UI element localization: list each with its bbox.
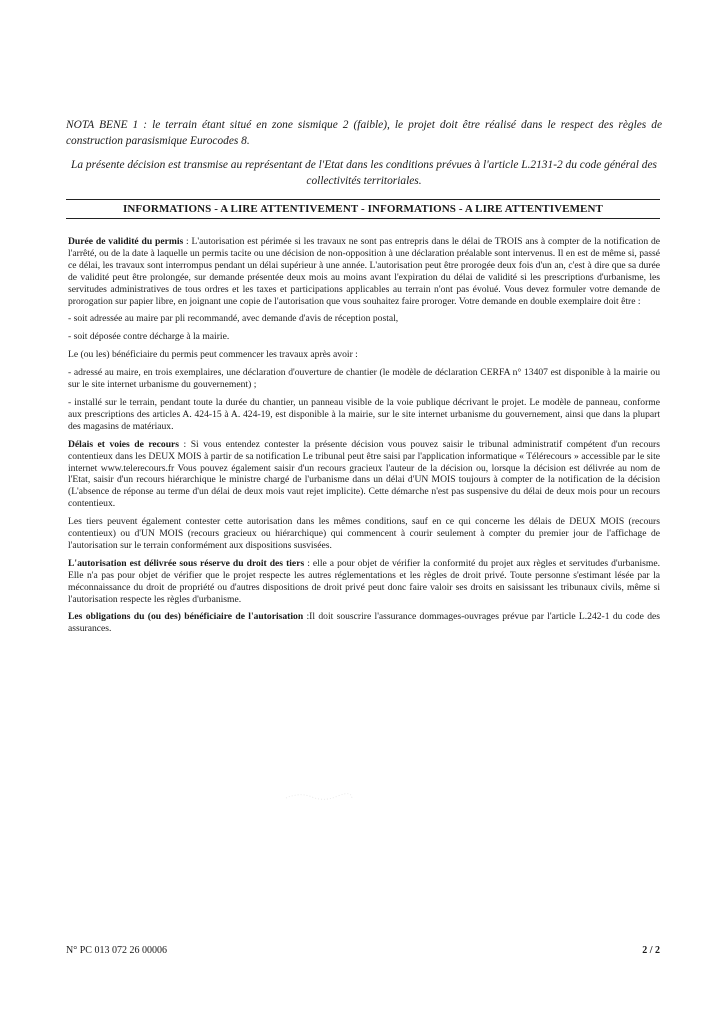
beneficiaire-paragraph: Le (ou les) bénéficiaire du permis peut commencer les travaux après avoir : <box>68 349 358 361</box>
item-deposee: - soit déposée contre décharge à la mairie. <box>68 331 230 343</box>
banner-top-rule <box>66 199 660 200</box>
delais-paragraph <box>68 439 660 510</box>
tiers-paragraph: Les tiers peuvent également contester cette autorisation dans les mêmes conditions, sauf en ce qui concerne les délais de DEUX MOIS (recours contentieux) ou d'UN MOIS (recours gracieux ou hiérarchique) qui commencent à courir seulement à compter du premier jour de l'affichage de l'autorisation sur le terrain conformément aux dispositions susvisées. <box>68 516 660 551</box>
obligations-paragraph <box>68 611 660 635</box>
reserve-text: : elle a pour objet de vérifier la conformité du projet aux règles et servitudes d'urbanisme. Elle n'a pas pour objet de vérifier que le projet respecte les autres réglementations et les règles de droit privé. Toute personne s'estimant lésée par la méconnaissance du droit de propriété ou d'autres dispositions de droit privé peut donc faire valoir ses droits en saisissant les tribunaux civils, même si l'autorisation respecte les règles d'urbanisme. <box>68 557 660 605</box>
banner-bottom-rule <box>66 218 660 219</box>
item-declaration: - adressé au maire, en trois exemplaires, une déclaration d'ouverture de chantier (le modèle de déclaration CERFA n° 13407 est disponible à la mairie ou sur le site internet urbanisme du gouvernement) ; <box>68 367 660 391</box>
information-section <box>68 236 660 641</box>
scan-smudge <box>282 788 354 804</box>
transmission-note: La présente décision est transmise au représentant de l'Etat dans les conditions prévues à l'article L.2131-2 du code général des collectivités territoriales. <box>71 159 657 187</box>
obligations-title: Les obligations du (ou des) bénéficiaire de l'autorisation <box>68 611 304 623</box>
permit-reference: N° PC 013 072 26 00006 <box>66 945 167 956</box>
obligations-text: :Il doit souscrire l'assurance dommages-ouvrages prévue par l'article L.242-1 du code des assurances. <box>68 611 660 635</box>
reserve-paragraph <box>68 558 660 606</box>
delais-title: Délais et voies de recours <box>68 438 180 450</box>
nota-bene-note: NOTA BENE 1 : le terrain étant situé en zone sismique 2 (faible), le projet doit être réalisé dans le respect des règles de construction parasismique Eurocodes 8. <box>66 119 662 147</box>
reserve-title: L'autorisation est délivrée sous réserve du droit des tiers <box>68 557 305 569</box>
item-panneau: - installé sur le terrain, pendant toute la durée du chantier, un panneau visible de la voie publique décrivant le projet. Le modèle de panneau, conforme aux prescriptions des articles A. 424-15 à A. 424-19, est disponible à la mairie, sur le site internet urbanisme du gouvernement, ainsi que dans la plupart des magasins de matériaux. <box>68 396 660 432</box>
item-adressee: - soit adressée au maire par pli recommandé, avec demande d'avis de réception postal, <box>68 313 399 325</box>
page-number: 2 / 2 <box>642 945 660 956</box>
validite-title: Durée de validité du permis <box>68 236 184 247</box>
validite-text: : L'autorisation est périmée si les travaux ne sont pas entrepris dans le délai de TROIS ans à compter de la notification de l'arrêté, ou de la date à laquelle un permis tacite ou une décision de non-opposition à une déclaration préalable sont intervenus. Il en est de même si, passé ce délai, les travaux sont interrompus pendant un délai supérieur à une année. L'autorisation peut être prorogée deux fois d'un an, c'est à dire que sa durée de validité peut être prolongée, sur demande présentée deux mois au moins avant l'expiration du délai de validité si les prescriptions d'urbanisme, les servitudes administratives de tous ordres et les taxes et participations applicables au terrain n'ont pas évolué. Vous devez formuler votre demande de prorogation sur papier libre, en joignant une copie de l'autorisation que vous souhaitez faire proroger. Votre demande en double exemplaire doit être : <box>68 236 660 307</box>
information-banner: INFORMATIONS - A LIRE ATTENTIVEMENT - INFORMATIONS - A LIRE ATTENTIVEMENT <box>123 203 603 215</box>
validite-paragraph <box>68 236 660 307</box>
delais-text: : Si vous entendez contester la présente décision vous pouvez saisir le tribunal administratif compétent d'un recours contentieux dans les DEUX MOIS à partir de sa notification Le tribunal peut être saisi par l'application informatique « Télérecours » accessible par le site internet www.telerecours.fr Vous pouvez également saisir d'un recours gracieux l'auteur de la décision ou, lorsque la décision est délivrée au nom de l'Etat, saisir d'un recours hiérarchique le ministre chargé de l'urbanisme dans un délai d'UN MOIS toujours à compter de la notification de la décision (L'absence de réponse au terme d'un délai de deux mois vaut rejet implicite). Cette démarche n'est pas suspensive du délai de deux mois pour un recours contentieux. <box>68 438 660 510</box>
